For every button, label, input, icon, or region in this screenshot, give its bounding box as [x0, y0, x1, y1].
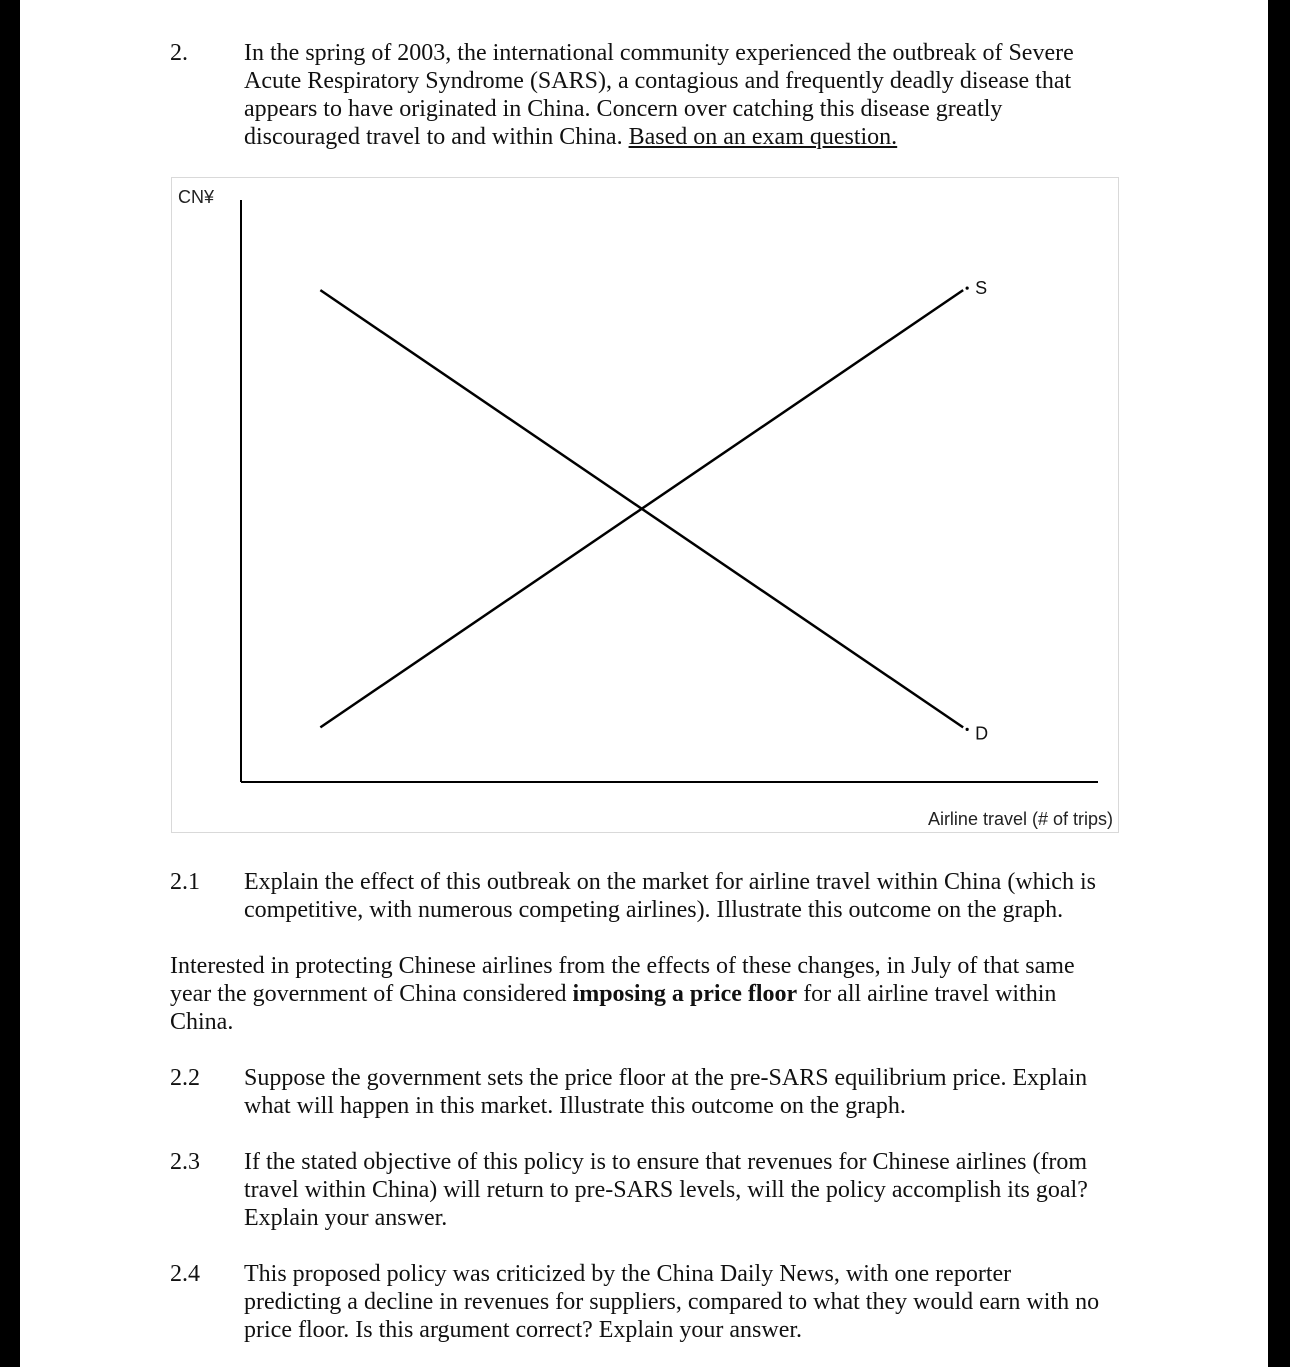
q24-line: This proposed policy was criticized by the China Daily News, with one reporter [244, 1261, 1012, 1287]
series-label-s: S [975, 278, 988, 299]
intro-line: In the spring of 2003, the international community experienced the outbreak of Severe [244, 40, 1074, 66]
q23-line: If the stated objective of this policy is to ensure that revenues for Chinese airlines (from [244, 1149, 1088, 1175]
q22-line: what will happen in this market. Illustrate this outcome on the graph. [244, 1093, 906, 1119]
document-page [20, 0, 1268, 1367]
series-label-d: D [975, 723, 989, 744]
paragraph-line: China. [170, 1009, 234, 1035]
question-number: 2.4 [170, 1261, 200, 1287]
intro-line-text: discouraged travel to and within China. [244, 124, 629, 150]
price-floor-emphasis: imposing a price floor [572, 981, 798, 1007]
q23-line: travel within China) will return to pre-SARS levels, will the policy accomplish its goal? [244, 1177, 1088, 1203]
series-end-dot-s [966, 287, 969, 290]
q22-line: Suppose the government sets the price floor at the pre-SARS equilibrium price. Explain [244, 1065, 1088, 1091]
paragraph-text: for all airline travel within [797, 981, 1057, 1007]
q24-line: predicting a decline in revenues for suppliers, compared to what they would earn with no [244, 1289, 1100, 1315]
series-end-dot-d [966, 728, 969, 731]
y-axis-label: CN¥ [178, 187, 215, 207]
paragraph-text: year the government of China considered [170, 981, 573, 1007]
intro-line [244, 123, 897, 151]
q21-line: Explain the effect of this outbreak on the market for airline travel within China (which is [244, 869, 1096, 895]
source-note: Based on an exam question. [628, 124, 898, 150]
question-number: 2. [170, 40, 188, 66]
question-number: 2.1 [170, 869, 200, 895]
paragraph-line [170, 980, 1056, 1008]
paragraph-line: Interested in protecting Chinese airlines from the effects of these changes, in July of that same [170, 953, 1075, 979]
q24-line: price floor. Is this argument correct? Explain your answer. [244, 1317, 803, 1343]
x-axis-label: Airline travel (# of trips) [927, 809, 1113, 829]
q23-line: Explain your answer. [244, 1205, 448, 1231]
question-number: 2.3 [170, 1149, 200, 1175]
question-number: 2.2 [170, 1065, 200, 1091]
supply-demand-chart [171, 177, 1119, 833]
intro-line: Acute Respiratory Syndrome (SARS), a contagious and frequently deadly disease that [244, 68, 1072, 94]
chart-svg [172, 178, 1120, 834]
intro-line: appears to have originated in China. Concern over catching this disease greatly [244, 96, 1003, 122]
q21-line: competitive, with numerous competing airlines). Illustrate this outcome on the graph. [244, 897, 1064, 923]
